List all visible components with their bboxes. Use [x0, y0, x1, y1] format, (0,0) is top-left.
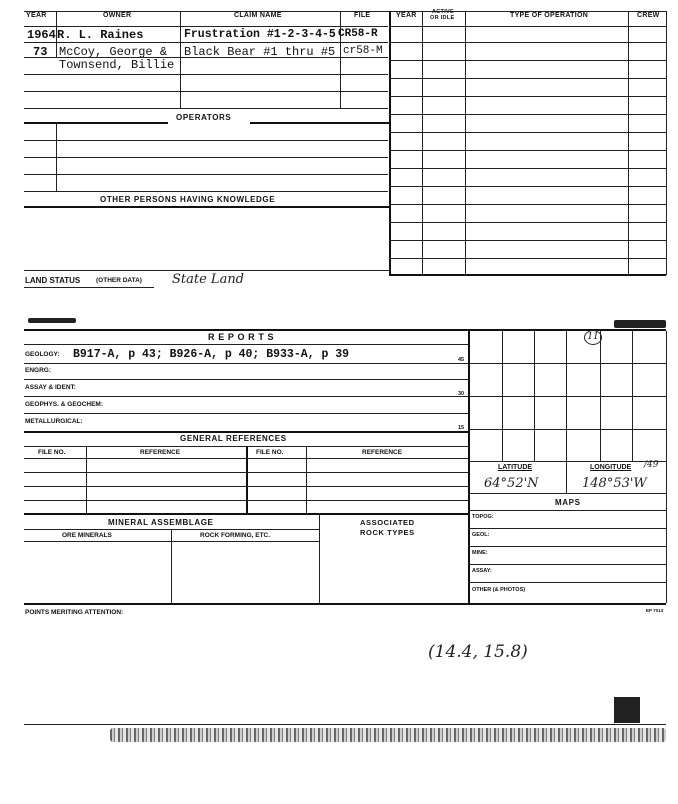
gr-file-no-2: FILE NO. [256, 449, 284, 456]
mineral-assemblage-title: MINERAL ASSEMBLAGE [108, 518, 214, 527]
geology-label: GEOLOGY: [25, 351, 60, 358]
right-header-idle: OR IDLE [430, 15, 455, 21]
latitude-value: 64°52'N [484, 476, 539, 491]
right-header-crew: CREW [637, 12, 660, 19]
black-marker [614, 697, 640, 723]
maps-title: MAPS [555, 498, 581, 507]
land-status-label: LAND STATUS [25, 276, 81, 285]
geology-value: B917-A, p 43; B926-A, p 40; B933-A, p 39 [73, 348, 350, 361]
form-number: EP 7013 [646, 608, 664, 613]
ore-minerals-header: ORE MINERALS [62, 532, 112, 539]
row2-owner: McCoy, George & [59, 45, 168, 59]
right-header-year: YEAR [396, 12, 417, 19]
row2-owner-cont: Townsend, Billie [59, 58, 175, 72]
longitude-note: /49 [644, 460, 659, 470]
latitude-label: LATITUDE [498, 464, 533, 471]
header-claim-name: CLAIM NAME [234, 12, 282, 19]
row2-year: 73 [33, 45, 48, 59]
reports-title: R E P O R T S [208, 332, 275, 342]
right-header-type: TYPE OF OPERATION [510, 12, 589, 19]
longitude-value: 148°53'W [582, 476, 647, 491]
gr-reference-1: REFERENCE [140, 449, 181, 456]
land-status-value: State Land [172, 272, 245, 287]
row1-owner: R. L. Raines [57, 28, 144, 42]
maps-assay: ASSAY: [472, 568, 492, 574]
assay-num: 30 [458, 391, 465, 397]
rock-forming-header: ROCK FORMING, ETC. [200, 532, 271, 539]
gr-file-no-1: FILE NO. [38, 449, 66, 456]
maps-geol: GEOL: [472, 532, 490, 538]
engrg-label: ENGRG: [25, 367, 51, 374]
geology-num: 45 [458, 357, 465, 363]
header-owner: OWNER [103, 12, 132, 19]
row1-year: 1964 [27, 28, 56, 42]
points-meriting-attention-label: POINTS MERITING ATTENTION: [25, 609, 124, 616]
row1-claim: Frustration #1-2-3-4-5 [184, 28, 336, 41]
gr-reference-2: REFERENCE [362, 449, 403, 456]
row1-file: CR58-R [338, 28, 378, 40]
row2-claim: Black Bear #1 thru #5 [184, 45, 336, 59]
circled-number-text: 11 [587, 332, 599, 342]
right-header-active: ACTIVE [432, 9, 454, 15]
longitude-label: LONGITUDE [590, 464, 632, 471]
header-file: FILE [354, 12, 371, 19]
scan-noise-band [110, 728, 666, 742]
general-references-title: GENERAL REFERENCES [180, 434, 287, 443]
metallurgical-label: METALLURGICAL: [25, 418, 83, 425]
operators-label: OPERATORS [176, 113, 232, 122]
coordinate-note: (14.4, 15.8) [428, 642, 528, 662]
metallurgical-num: 15 [458, 425, 465, 431]
land-status-sublabel: (OTHER DATA) [96, 277, 142, 284]
assay-label: ASSAY & IDENT: [25, 384, 76, 391]
maps-mine: MINE: [472, 550, 488, 556]
associated-line2: ROCK TYPES [360, 528, 415, 537]
maps-topog: TOPOG: [472, 514, 494, 520]
row2-file: cr58-M [343, 45, 383, 57]
associated-line1: ASSOCIATED [360, 518, 415, 527]
header-year: YEAR [26, 12, 47, 19]
other-persons-label: OTHER PERSONS HAVING KNOWLEDGE [100, 195, 276, 204]
geophys-label: GEOPHYS. & GEOCHEM: [25, 401, 104, 408]
maps-other: OTHER (& PHOTOS) [472, 587, 526, 593]
